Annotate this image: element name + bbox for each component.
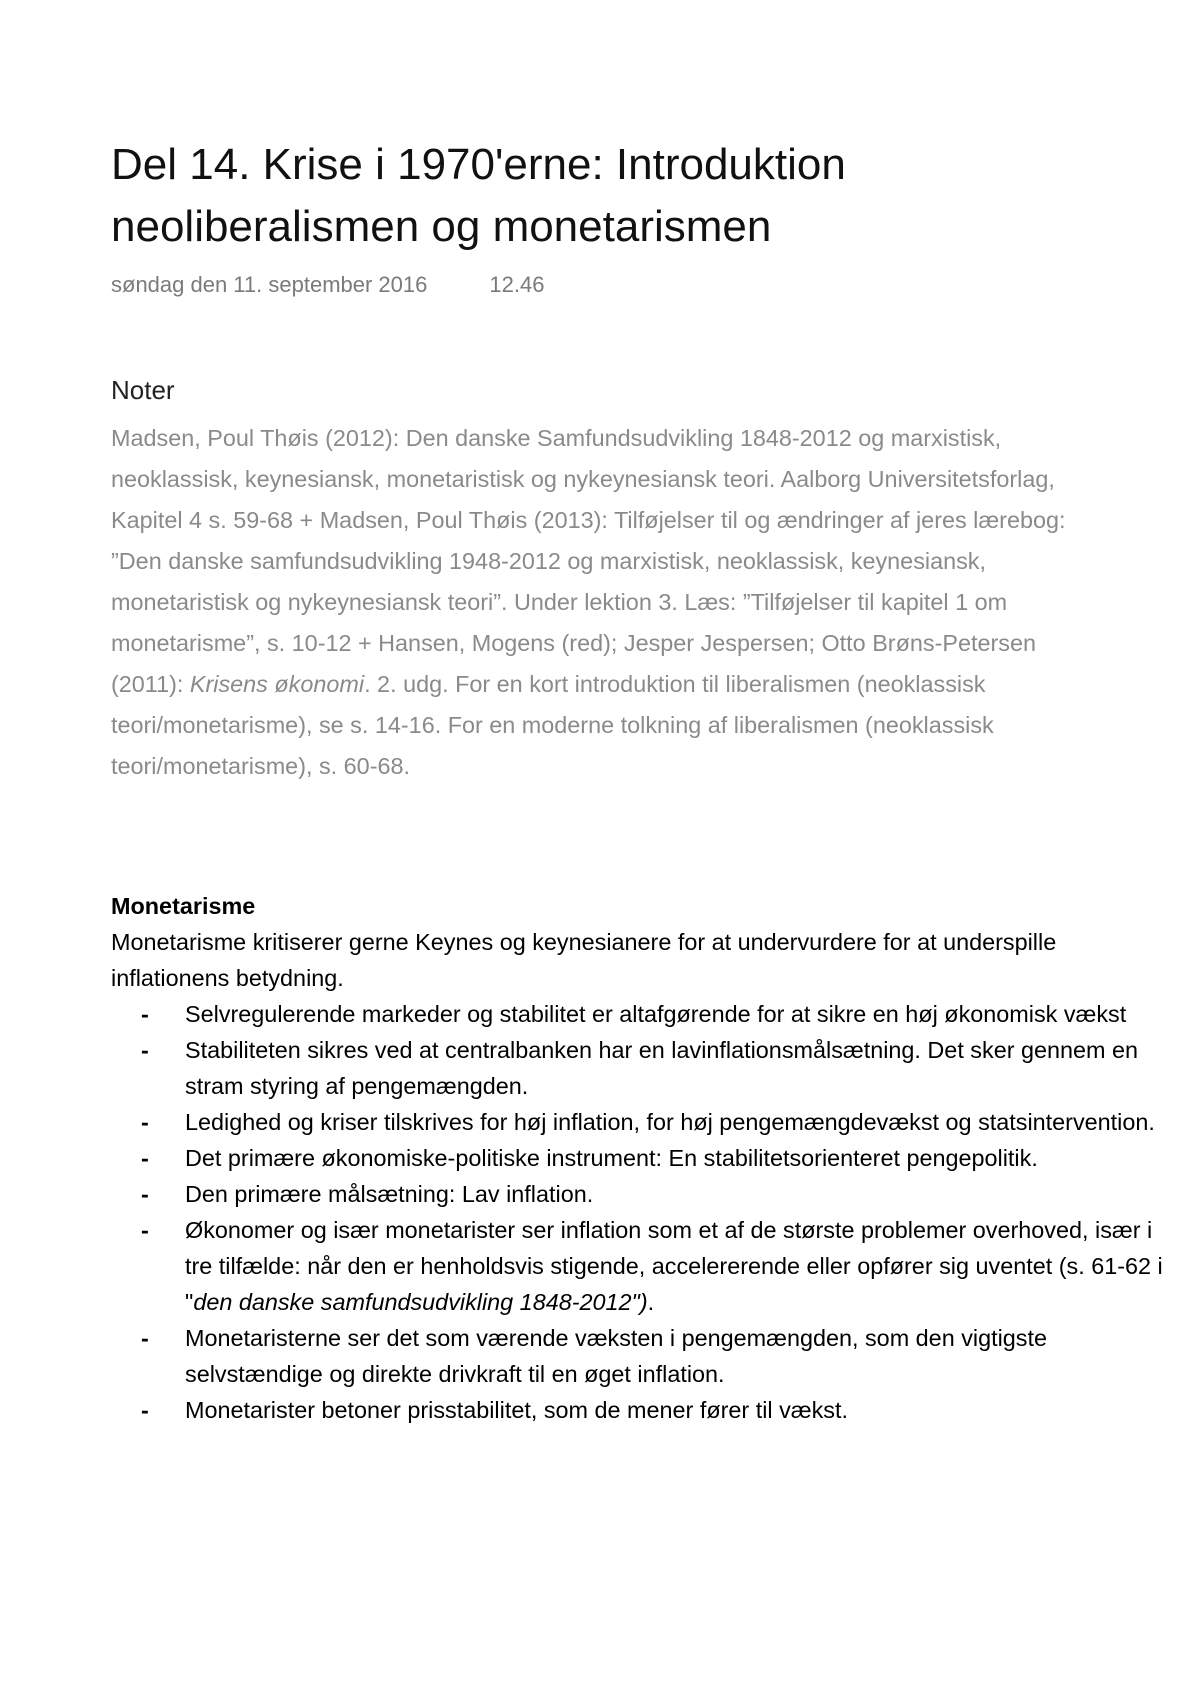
monetarisme-intro: Monetarisme kritiserer gerne Keynes og keynesianere for at undervurdere for at underspille inflationens betydning. [111,929,1057,991]
list-item-text-end: . [647,1289,655,1315]
page-time: 12.46 [489,272,545,297]
list-item [111,1212,1185,1320]
page-datetime [111,272,544,298]
page-title [111,134,1111,258]
list-item-text: Monetaristerne ser det som værende væksten i pengemængden, som den vigtigste selvstændige og direkte drivkraft til en øget inflation. [185,1325,1048,1387]
bullet-dash: - [141,1181,149,1207]
list-item [111,1032,1185,1104]
page-date: søndag den 11. september 2016 [111,272,428,297]
list-item [111,1104,1185,1140]
page-title-line2: neoliberalismen og monetarismen [111,202,772,251]
notes-text-part2: . 2. udg. For en kort introduktion til liberalismen (neoklassisk teori/monetarisme), se s. 14-16. For en moderne tolkning af liberalismen (neoklassisk teori/monetarisme), s. 60-68. [111,671,994,779]
notes-text-part1: Madsen, Poul Thøis (2012): Den danske Samfundsudvikling 1848-2012 og marxistisk, neoklassisk, keynesiansk, monetaristisk og nykeynesiansk teori. Aalborg Universitetsforlag, Kapitel 4 s. 59-68 + Madsen, Poul Thøis (2013): Tilføjelser til og ændringer af jeres lærebog: ”Den danske samfundsudvikling 1948-2012 og marxistisk, neoklassisk, keynesiansk, monetaristisk og nykeynesiansk teori”. Under lektion 3. Læs: ”Tilføjelser til kapitel 1 om monetarisme”, s. 10-12 + Hansen, Mogens (red); Jesper Jespersen; Otto Brøns-Petersen (2011): [111,425,1066,697]
notes-text-italic: Krisens økonomi [189,671,365,697]
list-item [111,1140,1185,1176]
list-item-text: Ledighed og kriser tilskrives for høj inflation, for høj pengemængdevækst og statsintervention. [185,1109,1155,1135]
list-item [111,1320,1185,1392]
list-item [111,996,1185,1032]
bullet-dash: - [141,1037,149,1063]
bullet-dash: - [141,1397,149,1423]
list-item [111,1176,1185,1212]
monetarisme-bullet-list [111,996,1163,1428]
list-item-text: Det primære økonomiske-politiske instrument: En stabilitetsorienteret pengepolitik. [185,1145,1038,1171]
list-item-text: Monetarister betoner prisstabilitet, som de mener fører til vækst. [185,1397,848,1423]
bullet-dash: - [141,1325,149,1351]
monetarisme-heading: Monetarisme [111,893,256,919]
notes-heading: Noter [111,375,175,405]
list-item [111,1392,1185,1428]
list-item-text: Stabiliteten sikres ved at centralbanken har en lavinflationsmålsætning. Det sker gennem en stram styring af pengemængden. [185,1037,1139,1099]
bullet-dash: - [141,1217,149,1243]
page-title-line1: Del 14. Krise i 1970'erne: Introduktion [111,140,846,189]
list-item-text: Selvregulerende markeder og stabilitet er altafgørende for at sikre en høj økonomisk vækst [185,1001,1127,1027]
notes-body [111,418,1111,787]
list-item-text: Den primære målsætning: Lav inflation. [185,1181,594,1207]
list-item-text: Økonomer og især monetarister ser inflation som et af de største problemer overhoved, især i tre tilfælde: når den er henholdsvis stigende, accelererende eller opfører sig uventet (s. 61-62 i " [185,1217,1163,1315]
bullet-dash: - [141,1001,149,1027]
bullet-dash: - [141,1145,149,1171]
bullet-dash: - [141,1109,149,1135]
monetarisme-section [111,888,1163,1428]
list-item-italic: den danske samfundsudvikling 1848-2012") [193,1289,648,1315]
